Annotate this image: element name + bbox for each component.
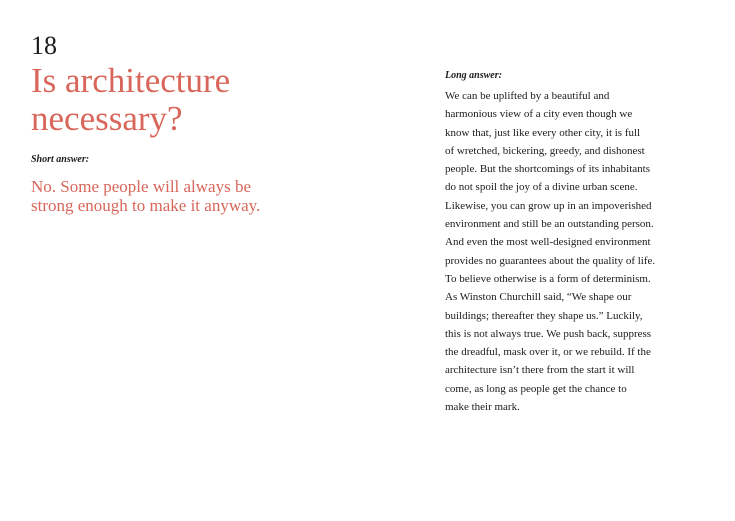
long-answer-body <box>445 87 705 416</box>
short-answer-line: No. Some people will always be <box>31 177 252 196</box>
long-answer-line: do not spoil the joy of a divine urban scene. <box>445 181 638 194</box>
long-answer-line: To believe otherwise is a form of determinism. <box>445 272 651 285</box>
long-answer-line: people. But the shortcomings of its inhabitants <box>445 163 651 176</box>
long-answer-line: architecture isn’t there from the start it will <box>445 364 635 377</box>
long-answer-line: And even the most well-designed environment <box>445 236 651 249</box>
page-title <box>31 62 361 138</box>
long-answer-line: provides no guarantees about the quality of life. <box>445 254 656 267</box>
long-answer-line: Likewise, you can grow up in an impoverished <box>445 199 652 212</box>
title-line: Is architecture <box>31 61 231 100</box>
long-answer-line: harmonious view of a city even though we <box>445 108 633 121</box>
long-answer-line: make their mark. <box>445 401 520 414</box>
long-answer-line: of wretched, bickering, greedy, and dishonest <box>445 144 645 157</box>
long-answer-line: As Winston Churchill said, “We shape our <box>445 291 632 304</box>
long-answer-line: this is not always true. We push back, suppress <box>445 327 652 340</box>
long-answer-line: the dreadful, mask over it, or we rebuild. If the <box>445 346 651 359</box>
long-answer-line: come, as long as people get the chance to <box>445 382 627 395</box>
long-answer-line: know that, just like every other city, it is full <box>445 126 641 139</box>
long-answer-line: We can be uplifted by a beautiful and <box>445 90 610 102</box>
long-answer-label: Long answer: <box>445 70 502 81</box>
short-answer-text <box>31 177 371 215</box>
long-answer-line: buildings; thereafter they shape us.” Luckily, <box>445 309 643 322</box>
long-answer-line: environment and still be an outstanding person. <box>445 218 654 231</box>
page-number: 18 <box>31 31 57 60</box>
title-line: necessary? <box>31 99 183 138</box>
short-answer-label: Short answer: <box>31 154 90 165</box>
short-answer-line: strong enough to make it anyway. <box>31 196 261 215</box>
